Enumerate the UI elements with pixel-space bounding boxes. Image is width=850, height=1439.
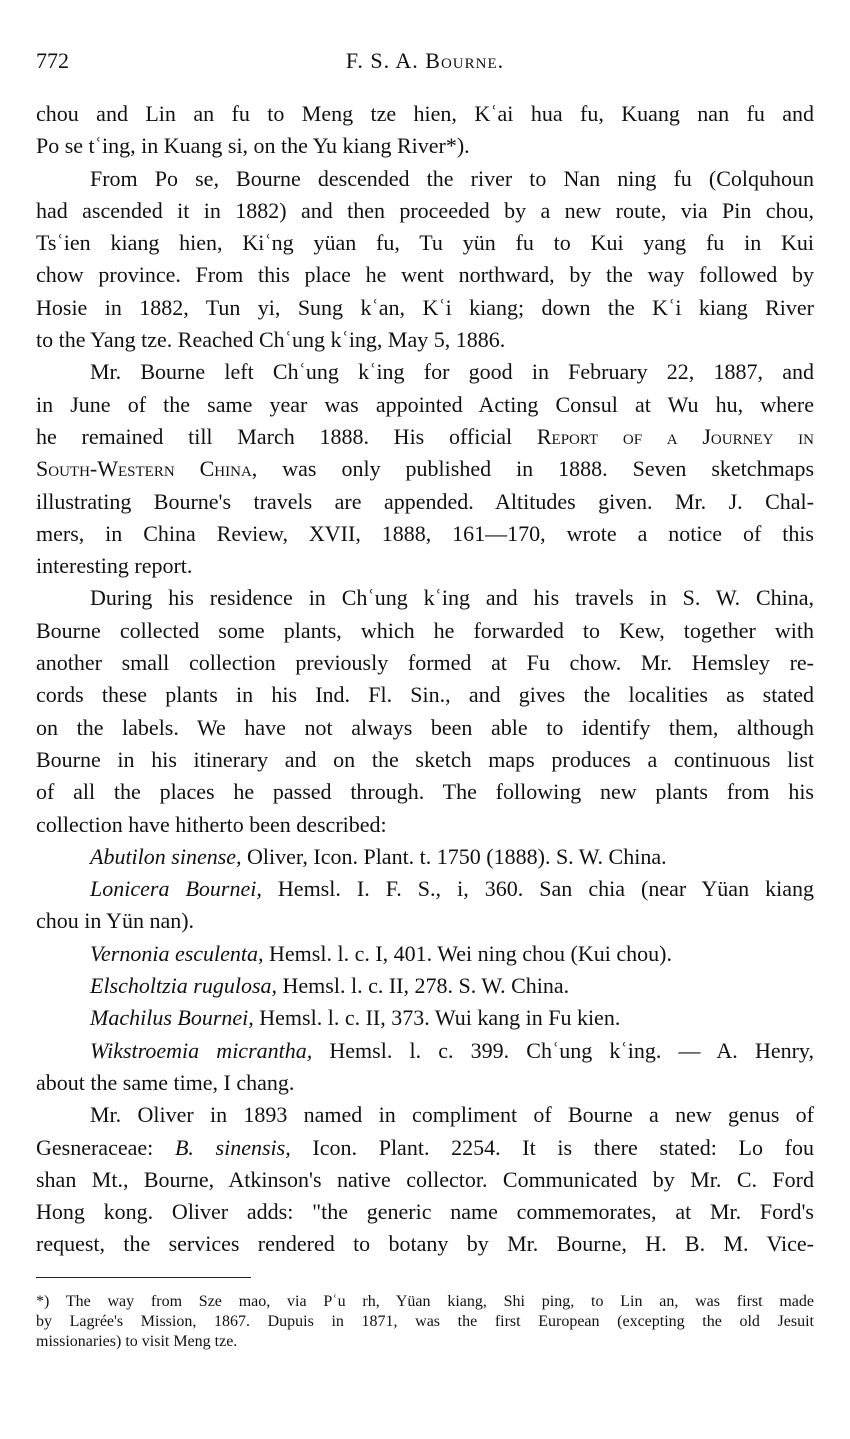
running-head: F. S. A. Bourne. — [345, 48, 505, 73]
text-line: collection have hitherto been described: — [36, 811, 387, 837]
species-name: Abutilon sinense, — [90, 843, 242, 869]
species-entry: Machilus Bournei, Hemsl. l. c. II, 373. Wui kang in Fu kien. — [90, 1005, 621, 1031]
text-line: to the Yang tze. Reached Chʿung kʿing, May 5, 1886. — [36, 327, 506, 353]
text-line: in June of the same year was appointed Acting Consul at Wu hu, where — [36, 391, 814, 417]
running-head-name: Bourne. — [425, 48, 505, 73]
text-line: about the same time, I chang. — [36, 1069, 295, 1095]
text-line: chow province. From this place he went northward, by the way followed by — [36, 262, 814, 288]
text-line: Po se tʿing, in Kuang si, on the Yu kiang River*). — [36, 133, 470, 159]
text-line: shan Mt., Bourne, Atkinson's native collector. Communicated by Mr. C. Ford — [36, 1166, 814, 1192]
text-line: During his residence in Chʿung kʿing and his travels in S. W. China, — [90, 585, 814, 611]
text-line: on the labels. We have not always been able to identify them, although — [36, 714, 814, 740]
genus-name: B. sinensis, — [174, 1134, 291, 1160]
text-line: Bourne collected some plants, which he forwarded to Kew, together with — [36, 617, 814, 643]
footnote-line: *) The way from Sze mao, via Pʿu rh, Yüan kiang, Shi ping, to Lin an, was first made — [36, 1293, 814, 1310]
text-line: Hosie in 1882, Tun yi, Sung kʿan, Kʿi kiang; down the Kʿi kiang River — [36, 294, 814, 320]
text-line: Mr. Bourne left Chʿung kʿing for good in February 22, 1887, and — [90, 359, 814, 385]
species-entry: Abutilon sinense, Oliver, Icon. Plant. t. 1750 (1888). S. W. China. — [90, 843, 667, 869]
species-name: Elscholtzia rugulosa, — [90, 973, 278, 999]
species-entry: Elscholtzia rugulosa, Hemsl. l. c. II, 278. S. W. China. — [90, 973, 570, 999]
species-name: Machilus Bournei, — [90, 1005, 254, 1031]
page-header — [36, 48, 814, 78]
text-line: Bourne in his itinerary and on the sketch maps produces a continuous list — [36, 746, 814, 772]
text-line: Hong kong. Oliver adds: "the generic name commemorates, at Mr. Ford's — [36, 1199, 814, 1225]
species-name: Wikstroemia micrantha, — [90, 1037, 313, 1063]
page-number: 772 — [36, 48, 69, 73]
text-line: chou in Yün nan). — [36, 908, 195, 934]
text-line: South-Western China, was only published in 1888. Seven sketchmaps — [36, 456, 815, 482]
species-name: Vernonia esculenta, — [90, 940, 264, 966]
text-line: mers, in China Review, XVII, 1888, 161—170, wrote a notice of this — [36, 520, 814, 546]
species-name: Lonicera Bournei, — [90, 876, 262, 902]
text-line: illustrating Bourne's travels are appended. Altitudes given. Mr. J. Chal- — [36, 488, 814, 514]
text-line: had ascended it in 1882) and then proceeded by a new route, via Pin chou, — [36, 197, 814, 223]
text-line: chou and Lin an fu to Meng tze hien, Kʿai hua fu, Kuang nan fu and — [36, 101, 814, 126]
text-line: Mr. Oliver in 1893 named in compliment of Bourne a new genus of — [90, 1102, 814, 1128]
report-title: South-Western China, — [36, 456, 258, 482]
report-title: Report of a Journey in — [536, 423, 814, 449]
text-line: Gesneraceae: B. sinensis, Icon. Plant. 2254. It is there stated: Lo fou — [36, 1134, 815, 1160]
text-line: of all the places he passed through. The following new plants from his — [36, 779, 814, 805]
footnote-line: by Lagrée's Mission, 1867. Dupuis in 1871, was the first European (excepting the old Jesuit — [36, 1313, 814, 1330]
species-entry: Wikstroemia micrantha, Hemsl. l. c. 399. Chʿung kʿing. — A. Henry, — [90, 1037, 814, 1063]
text-line: From Po se, Bourne descended the river to Nan ning fu (Colquhoun — [90, 165, 814, 191]
text-line: another small collection previously formed at Fu chow. Mr. Hemsley re- — [36, 650, 814, 676]
species-entry: Vernonia esculenta, Hemsl. l. c. I, 401. Wei ning chou (Kui chou). — [90, 940, 672, 966]
text-line: request, the services rendered to botany by Mr. Bourne, H. B. M. Vice- — [36, 1231, 814, 1257]
footnote-divider — [36, 1277, 251, 1278]
footnote-line: missionaries) to visit Meng tze. — [36, 1333, 238, 1350]
text-line: interesting report. — [36, 553, 193, 579]
text-line: he remained till March 1888. His official Report of a Journey in — [36, 423, 814, 449]
species-entry: Lonicera Bournei, Hemsl. I. F. S., i, 360. San chia (near Yüan kiang — [90, 876, 814, 902]
text-line: cords these plants in his Ind. Fl. Sin., and gives the localities as stated — [36, 682, 814, 708]
text-line: Tsʿien kiang hien, Kiʿng yüan fu, Tu yün fu to Kui yang fu in Kui — [36, 230, 814, 256]
footnote — [36, 1292, 814, 1352]
body-text — [36, 98, 814, 1261]
